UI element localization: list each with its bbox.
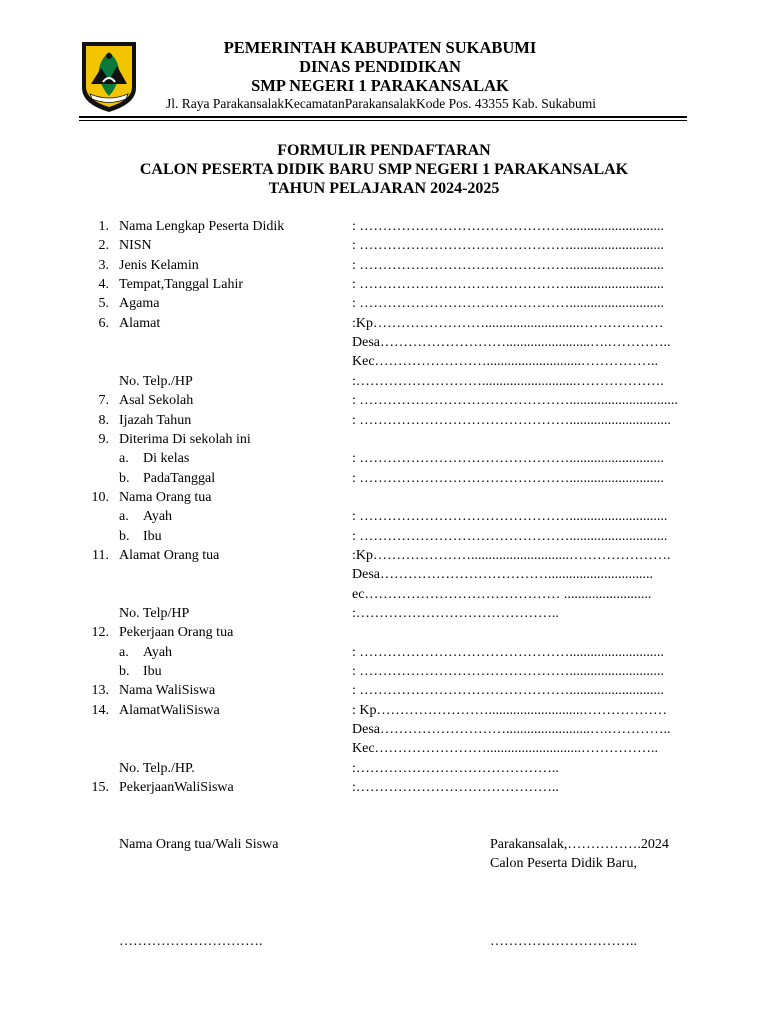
form-row-number: 4. [98,277,109,292]
form-row-number: 13. [91,683,109,698]
form-row-number: 10. [91,490,109,505]
form-row-fill-field[interactable]: : ………………………………………........................... [352,645,664,660]
form-row-fill-field[interactable]: :…………………………………….. [352,761,559,776]
form-row [0,256,768,275]
form-row-number: 15. [91,780,109,795]
form-row-fill-field[interactable]: : ………………………………………........................... [352,683,664,698]
form-row-fill-field[interactable]: : ………………………………………........................... [352,238,664,253]
form-row-fill-field[interactable]: : ………………………………………........................... [352,219,664,234]
form-row [0,294,768,313]
form-row-label: PekerjaanWaliSiswa [119,780,234,795]
form-row-number: 1. [98,219,109,234]
student-signature-label: Calon Peserta Didik Baru, [490,856,637,871]
form-row-label: Pekerjaan Orang tua [119,625,234,640]
form-row-fill-field[interactable]: :…………………………………….. [352,780,559,795]
form-row [0,778,768,797]
form-row-label: Alamat [119,316,161,331]
form-row [0,411,768,430]
form-row-label: Ibu [143,529,162,544]
form-row [0,275,768,294]
form-row-fill-field[interactable]: : ………………………………………........................... [352,296,664,311]
form-row-fill-field[interactable]: : ………………………………………........................... [352,277,664,292]
form-subtitle: CALON PESERTA DIDIK BARU SMP NEGERI 1 PARAKANSALAK [139,161,629,178]
form-row-label: Ijazah Tahun [119,413,192,428]
form-row [0,449,768,468]
form-row [0,430,768,449]
form-row-number: 2. [98,238,109,253]
form-row [0,759,768,778]
form-row [0,314,768,333]
form-row-fill-field[interactable]: Kec……………………...........................…………….. [352,741,659,756]
form-row-fill-field[interactable]: : ………………………………………............................ [352,509,668,524]
form-row-fill-field[interactable]: :………………………...........................………………. [352,374,664,389]
header-divider-thick [79,116,687,118]
form-row-label: NISN [119,238,152,253]
form-row [0,681,768,700]
form-row [0,469,768,488]
form-row-number: 7. [98,393,109,408]
form-row-fill-field[interactable]: Desa………………………........................….………….. [352,335,671,350]
form-row [0,701,768,720]
header-divider-thin [79,120,687,121]
form-row [0,333,768,352]
form-row-number: 11. [92,548,109,563]
parent-signature-label: Nama Orang tua/Wali Siswa [119,837,279,852]
form-row [0,352,768,371]
form-row-fill-field[interactable]: :Kp…………………............................…………………. [352,548,671,563]
form-row-fill-field[interactable]: Desa……………………………….............................. [352,567,653,582]
form-row-fill-field[interactable]: Kec……………………...........................…………….. [352,354,659,369]
header-address: Jl. Raya ParakansalakKecamatanParakansalakKode Pos. 43355 Kab. Sukabumi [166,96,597,111]
form-row [0,604,768,623]
form-row-sub-letter: a. [119,645,129,660]
form-row-label: No. Telp./HP [119,374,193,389]
form-row-label: Asal Sekolah [119,393,194,408]
sukabumi-regency-emblem-icon [79,38,139,114]
form-row-label: No. Telp/HP [119,606,190,621]
form-row-fill-field[interactable]: Desa………………………........................….………….. [352,722,671,737]
parent-signature-line[interactable]: …………………………. [119,934,263,949]
form-row-sub-letter: b. [119,529,130,544]
form-row-label: AlamatWaliSiswa [119,703,220,718]
form-row-label: Ibu [143,664,162,679]
form-row-label: PadaTanggal [143,471,216,486]
form-row [0,527,768,546]
form-row [0,507,768,526]
form-row-fill-field[interactable]: :…………………………………….. [352,606,559,621]
form-title: FORMULIR PENDAFTARAN [277,142,491,159]
emblem-top-circle [106,53,112,59]
form-row [0,488,768,507]
form-row-fill-field[interactable]: : ………………………………………........................... [352,471,664,486]
form-row-label: Ayah [143,645,173,660]
form-row [0,643,768,662]
header-government-name: PEMERINTAH KABUPATEN SUKABUMI [223,38,537,57]
form-row-fill-field[interactable]: : ………………………………………............................ [352,529,668,544]
form-row-label: Diterima Di sekolah ini [119,432,251,447]
form-row [0,662,768,681]
place-date-field[interactable]: Parakansalak,…………….2024 [490,837,669,852]
form-row-number: 12. [91,625,109,640]
form-row-label: No. Telp./HP. [119,761,195,776]
form-row [0,739,768,758]
student-signature-line[interactable]: ………………………….. [490,934,637,949]
form-academic-year: TAHUN PELAJARAN 2024-2025 [268,180,500,197]
form-row-sub-letter: a. [119,451,129,466]
form-row [0,217,768,236]
header-department-name: DINAS PENDIDIKAN [299,57,461,76]
form-row-label: Nama WaliSiswa [119,683,216,698]
form-row-number: 3. [98,258,109,273]
form-row [0,372,768,391]
form-row [0,720,768,739]
form-row-label: Nama Orang tua [119,490,212,505]
form-row [0,565,768,584]
form-row-label: Agama [119,296,160,311]
form-row-label: Di kelas [143,451,190,466]
form-row-number: 5. [98,296,109,311]
form-row-number: 14. [91,703,109,718]
form-row-number: 6. [98,316,109,331]
form-row-fill-field[interactable]: : ………………………………………........................... [352,258,664,273]
header-school-name: SMP NEGERI 1 PARAKANSALAK [251,76,509,95]
form-row-fill-field[interactable]: : ………………………………………........................... [352,664,664,679]
form-row-label: Ayah [143,509,173,524]
form-row-label: Nama Lengkap Peserta Didik [119,219,285,234]
form-row-fill-field[interactable]: : ………………………………………............................... [352,393,678,408]
form-row-number: 8. [98,413,109,428]
form-row [0,391,768,410]
form-row-number: 9. [98,432,109,447]
form-row-sub-letter: b. [119,664,130,679]
form-row [0,546,768,565]
form-row-fill-field[interactable]: : Kp……………………...........................……………… [352,703,667,718]
form-row [0,623,768,642]
form-row-sub-letter: a. [119,509,129,524]
form-row [0,585,768,604]
form-row-fill-field[interactable]: : ………………………………………............................. [352,413,671,428]
form-row-fill-field[interactable]: ec…………………………………… ......................... [352,587,652,602]
form-row-label: Jenis Kelamin [119,258,199,273]
form-row-label: Tempat,Tanggal Lahir [119,277,243,292]
form-row-fill-field[interactable]: :Kp……………………...........................……………… [352,316,664,331]
form-row-label: Alamat Orang tua [119,548,220,563]
form-row-fill-field[interactable]: : ………………………………………........................... [352,451,664,466]
form-row-sub-letter: b. [119,471,130,486]
form-row [0,236,768,255]
